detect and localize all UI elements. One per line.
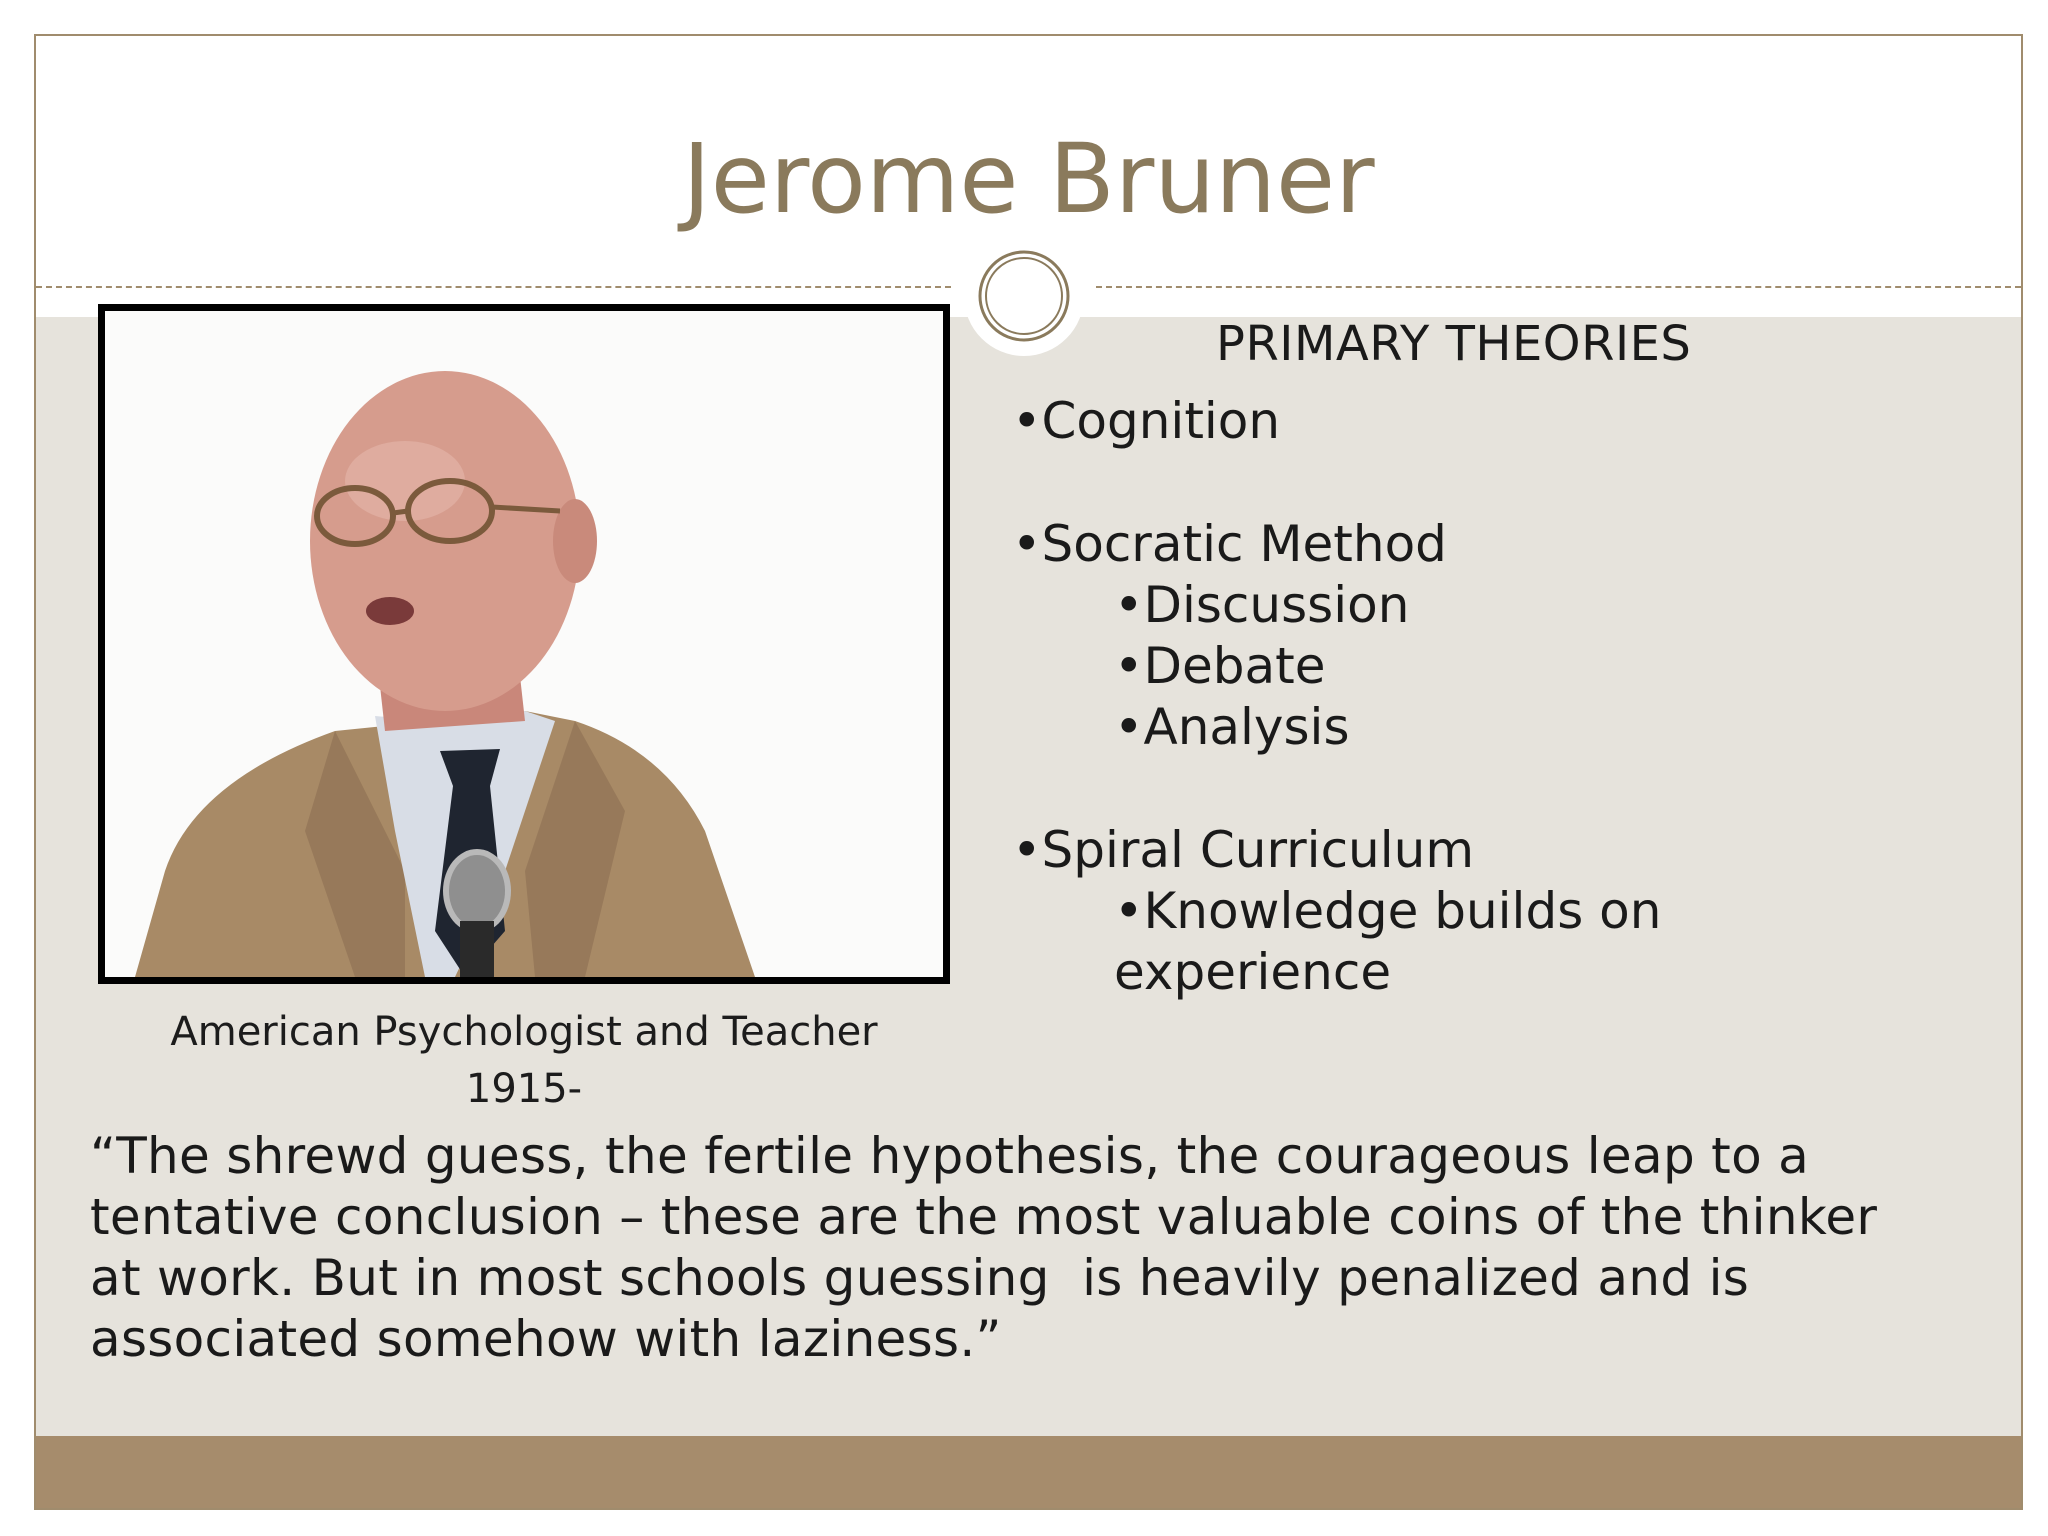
slide	[34, 34, 2023, 1510]
circle-ornament-icon	[977, 249, 1071, 343]
quote-line: tentative conclusion – these are the most valuable coins of the thinker	[90, 1188, 1878, 1246]
photo-caption	[98, 1004, 950, 1118]
divider-line-left	[36, 286, 951, 288]
subitem-discussion: •Discussion	[1114, 576, 1410, 634]
list-spacer	[1012, 758, 1992, 820]
quote-line: at work. But in most schools guessing is heavily penalized and is	[90, 1249, 1750, 1307]
list-spacer	[1012, 452, 1992, 514]
subitem-knowledge-builds: •Knowledge builds on	[1114, 882, 1662, 940]
footer-band	[36, 1436, 2021, 1508]
portrait-photo	[98, 304, 950, 984]
caption-occupation: American Psychologist and Teacher	[170, 1009, 878, 1055]
divider-line-right	[1096, 286, 2021, 288]
theory-item-cognition: •Cognition	[1012, 392, 1281, 450]
quote-line: associated somehow with laziness.”	[90, 1310, 1002, 1368]
theories-heading: PRIMARY THEORIES	[1216, 316, 1692, 372]
slide-title: Jerome Bruner	[682, 123, 1375, 235]
theories-list	[1012, 391, 1992, 1003]
theory-item-socratic-method: •Socratic Method	[1012, 515, 1447, 573]
caption-birth-year: 1915-	[465, 1066, 583, 1112]
quote-line: “The shrewd guess, the fertile hypothesis, the courageous leap to a	[90, 1127, 1810, 1185]
subitem-analysis: •Analysis	[1114, 698, 1350, 756]
subitem-experience: experience	[1114, 943, 1392, 1001]
portrait-illustration	[105, 311, 943, 977]
bruner-quote	[90, 1126, 1990, 1370]
subitem-debate: •Debate	[1114, 637, 1326, 695]
theory-item-spiral-curriculum: •Spiral Curriculum	[1012, 821, 1475, 879]
